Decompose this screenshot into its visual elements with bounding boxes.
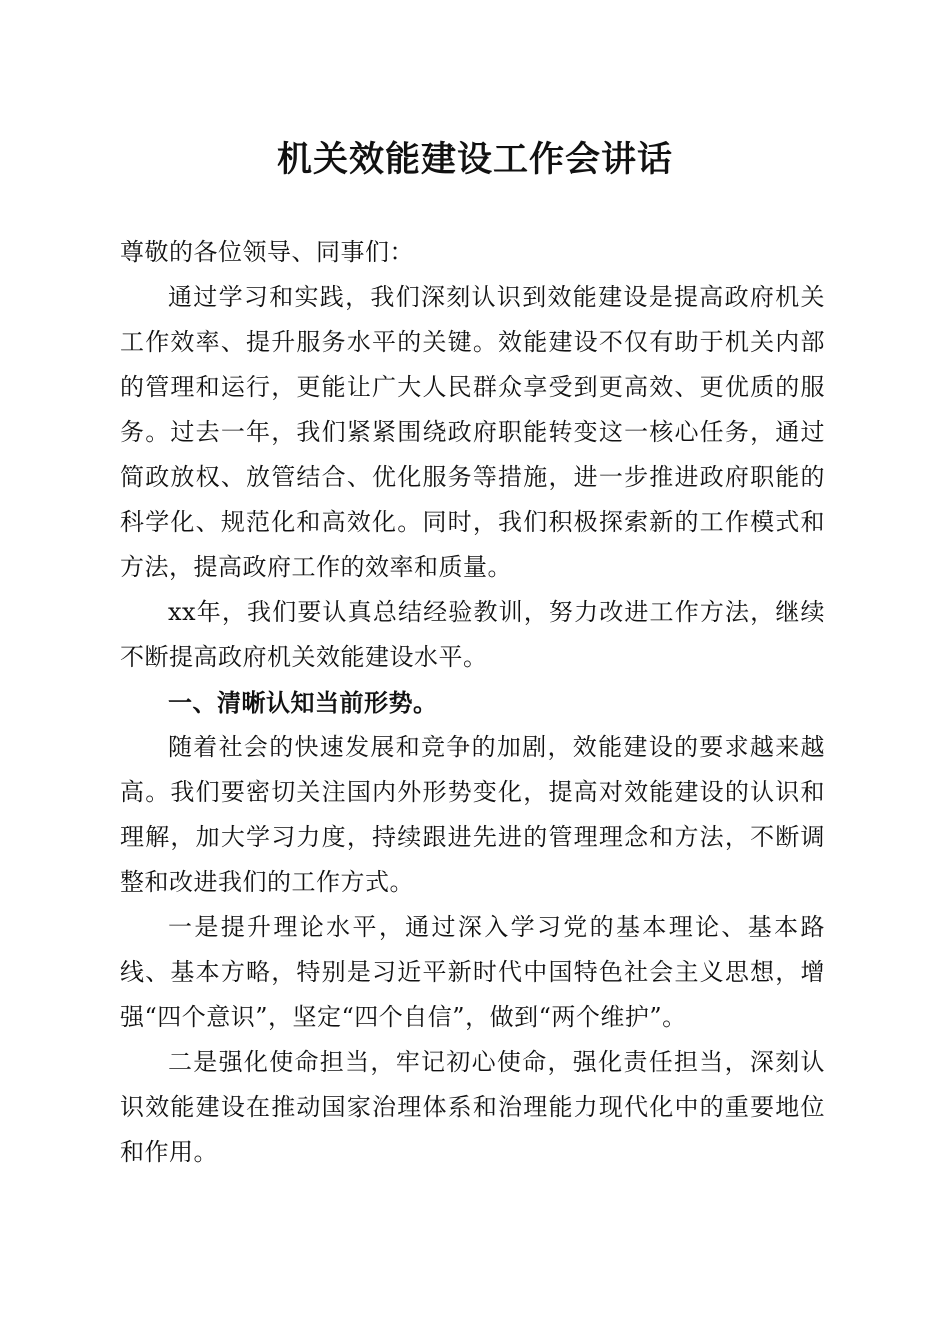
section-heading: 一、清晰认知当前形势。 xyxy=(168,688,438,717)
paragraph-situation: 随着社会的快速发展和竞争的加剧，效能建设的要求越来越高。我们要密切关注国内外形势变化，提高对效能建设的认识和理解，加大学习力度，持续跟进先进的管理理念和方法，不断调整和改进我们的工作方式。 xyxy=(120,733,825,896)
greeting: 尊敬的各位领导、同事们： xyxy=(120,238,414,266)
paragraph-plan: xx年，我们要认真总结经验教训，努力改进工作方法，继续不断提高政府机关效能建设水平。 xyxy=(120,598,825,671)
paragraph-intro: 通过学习和实践，我们深刻认识到效能建设是提高政府机关工作效率、提升服务水平的关键。效能建设不仅有助于机关内部的管理和运行，更能让广大人民群众享受到更高效、更优质的服务。过去一年，我们紧紧围绕政府职能转变这一核心任务，通过简政放权、放管结合、优化服务等措施，进一步推进政府职能的科学化、规范化和高效化。同时，我们积极探索新的工作模式和方法，提高政府工作的效率和质量。 xyxy=(120,283,825,581)
document-body xyxy=(120,230,825,1175)
document-title: 机关效能建设工作会讲话 xyxy=(276,139,673,180)
paragraph-point-one: 一是提升理论水平，通过深入学习党的基本理论、基本路线、基本方略，特别是习近平新时代中国特色社会主义思想，增强“四个意识”，坚定“四个自信”，做到“两个维护”。 xyxy=(120,913,825,1031)
paragraph-point-two: 二是强化使命担当，牢记初心使命，强化责任担当，深刻认识效能建设在推动国家治理体系和治理能力现代化中的重要地位和作用。 xyxy=(120,1048,825,1166)
